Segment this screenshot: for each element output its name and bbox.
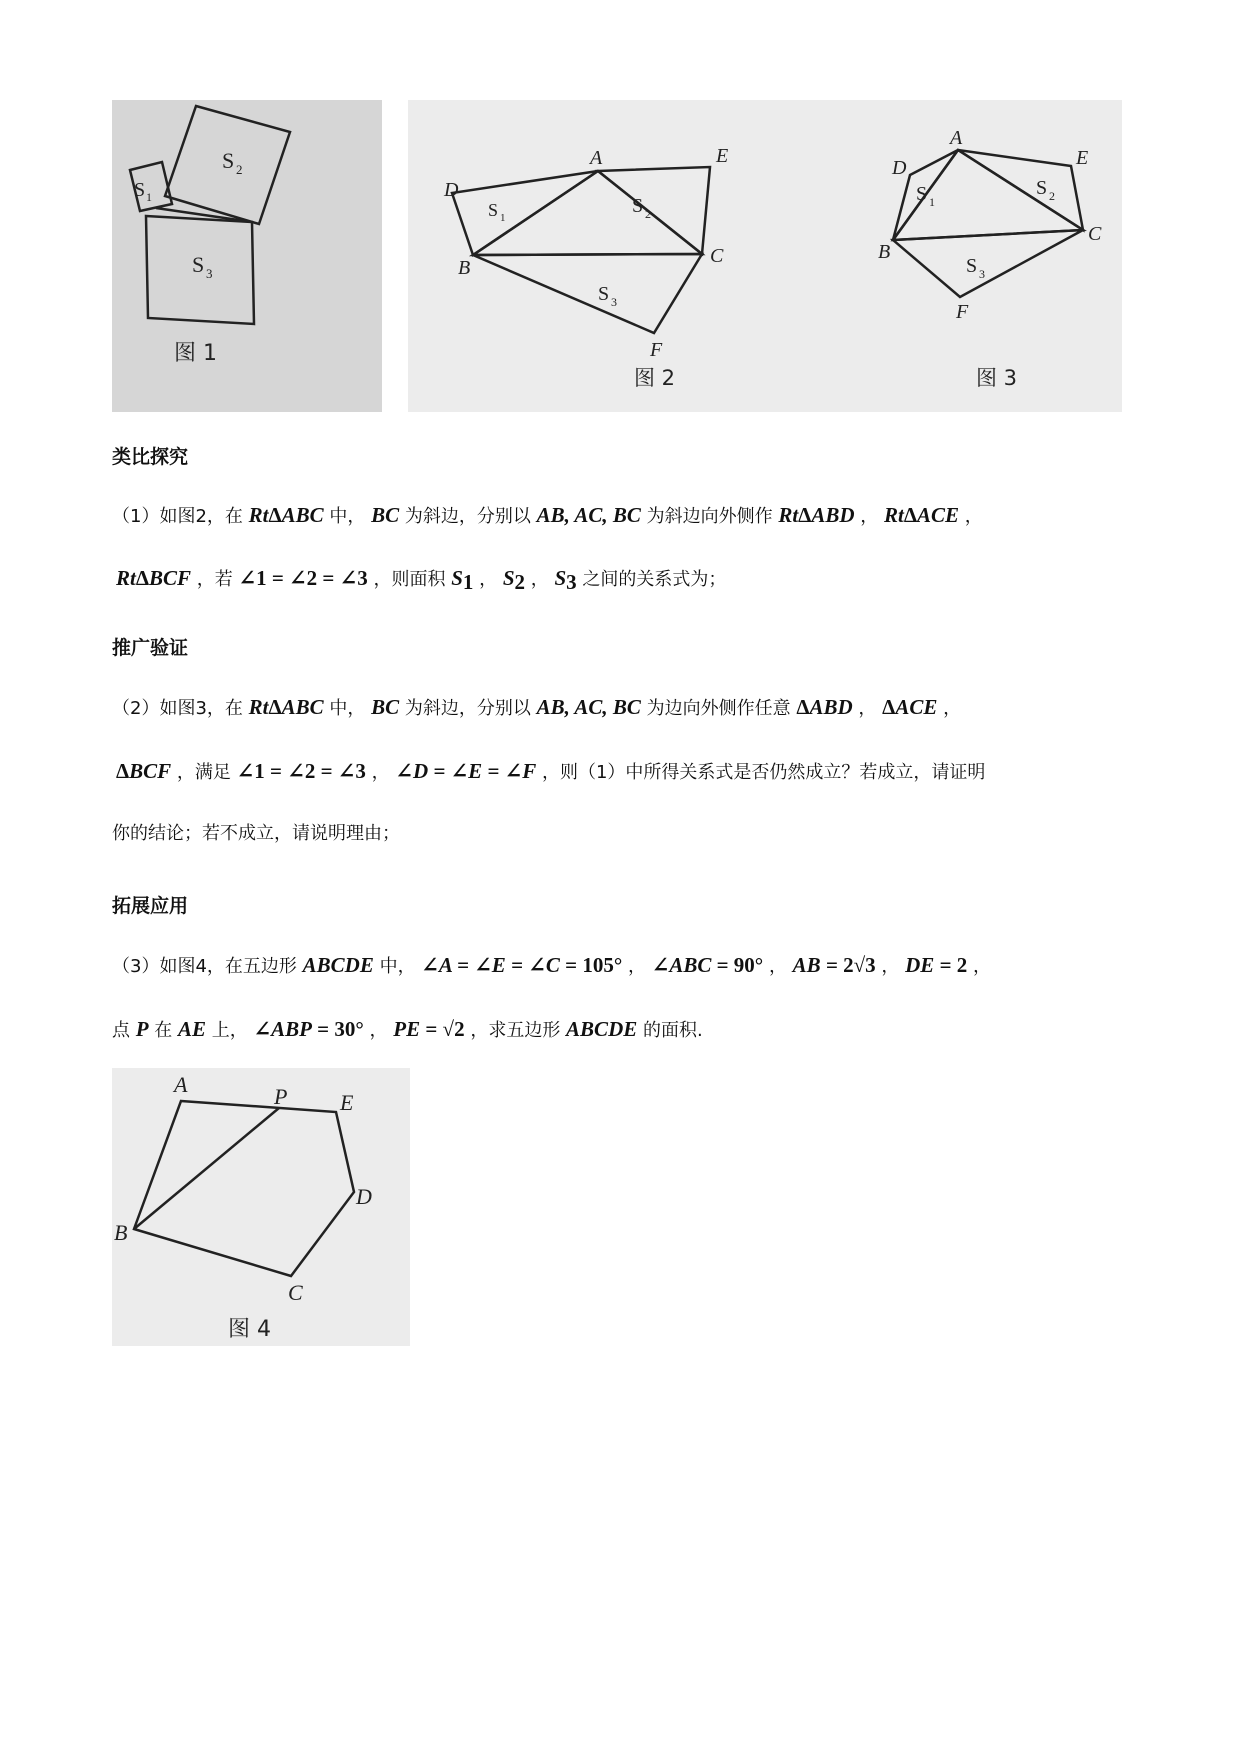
figure-4-caption: 图 4 <box>228 1317 271 1342</box>
svg-text:3: 3 <box>206 266 213 281</box>
fig2-label-d: D <box>444 179 459 201</box>
fig2-label-s2: S <box>632 195 644 217</box>
fig2-label-b: B <box>458 257 471 279</box>
fig4-label-a: A <box>174 1072 188 1097</box>
fig3-label-f: F <box>956 301 969 323</box>
figure-4-drawing <box>112 1068 410 1346</box>
fig4-label-c: C <box>288 1280 303 1305</box>
fig4-label-d: D <box>356 1184 372 1209</box>
svg-text:2: 2 <box>645 207 651 221</box>
fig3-label-s1: S <box>916 183 928 205</box>
label-s1: S <box>134 179 146 201</box>
figure-2-caption: 图 2 <box>634 366 676 390</box>
svg-text:1: 1 <box>146 190 152 204</box>
svg-text:2: 2 <box>236 162 243 177</box>
fig2-label-e: E <box>716 145 728 167</box>
question-2-line-2: ΔBCF ，满足 ∠1 = ∠2 = ∠3 ， ∠D = ∠E = ∠F ，则（1）中所得关系式是否仍然成立？若成立，请证明 <box>116 759 986 783</box>
fig4-pentagon <box>134 1101 354 1276</box>
fig3-label-d: D <box>892 157 907 179</box>
figure-1 <box>112 100 382 412</box>
figure-3-caption: 图 3 <box>976 366 1018 390</box>
fig4-label-b: B <box>114 1220 128 1245</box>
svg-text:2: 2 <box>1049 189 1055 203</box>
svg-text:1: 1 <box>500 212 506 224</box>
fig2-label-a: A <box>590 147 603 169</box>
fig4-label-p: P <box>274 1084 288 1109</box>
fig3-label-s2: S <box>1036 177 1048 199</box>
figure-1-caption: 图 1 <box>174 341 217 366</box>
fig3-label-c: C <box>1088 223 1102 245</box>
fig3-triangle-bcf <box>893 230 1083 297</box>
svg-text:3: 3 <box>979 267 985 281</box>
question-2-line-3: 你的结论；若不成立，请说明理由； <box>112 823 400 844</box>
question-1-line-2: RtΔBCF ，若 ∠1 = ∠2 = ∠3 ，则面积 $S_1$ ， $S_2$ ， $S_3$ 之间的关系式为； <box>116 566 727 594</box>
figure-4 <box>112 1068 410 1346</box>
fig3-label-s3: S <box>966 255 978 277</box>
svg-text:3: 3 <box>611 295 617 309</box>
fig2-label-f: F <box>650 339 663 361</box>
figure-strip <box>112 100 1122 412</box>
question-1-line-1: （1）如图2，在 RtΔABC 中， BC 为斜边，分别以 AB, AC, BC 为斜边向外侧作 RtΔABD ， RtΔACE ， <box>112 503 983 527</box>
svg-text:1: 1 <box>929 195 935 209</box>
section-heading-analogy: 类比探究 <box>112 446 189 468</box>
fig3-label-b: B <box>878 241 891 263</box>
fig2-triangle-abd <box>452 171 598 255</box>
fig2-label-s1: S <box>488 200 499 220</box>
label-s2: S <box>222 148 235 173</box>
fig2-label-s3: S <box>598 283 610 305</box>
question-2-line-1: （2）如图3，在 RtΔABC 中， BC 为斜边，分别以 AB, AC, BC 为边向外侧作任意 ΔABD ， ΔACE ， <box>112 695 962 719</box>
question-3-line-1: （3）如图4，在五边形 ABCDE 中， ∠A = ∠E = ∠C = 105° ， ∠ABC = 90° ， AB = 2√3 ， DE = 2 ， <box>112 953 992 977</box>
section-heading-extend: 拓展应用 <box>112 895 189 917</box>
fig3-triangle-ace <box>958 150 1083 230</box>
fig4-label-e: E <box>340 1090 354 1115</box>
fig3-label-e: E <box>1076 147 1089 169</box>
section-heading-generalize: 推广验证 <box>112 637 189 659</box>
question-3-line-2: 点 P 在 AE 上， ∠ABP = 30° ， PE = √2 ，求五边形 ABCDE 的面积. <box>112 1017 703 1041</box>
figure-1-drawing <box>112 100 382 412</box>
fig2-triangle-ace <box>598 167 710 254</box>
label-s3: S <box>192 252 205 277</box>
fig2-triangle-bcf <box>473 254 702 333</box>
fig3-label-a: A <box>950 127 963 149</box>
figure-3-drawing <box>808 100 1108 412</box>
figure-2-drawing <box>408 100 728 412</box>
figure-2-3-panel <box>408 100 1122 412</box>
fig2-label-c: C <box>710 245 724 267</box>
